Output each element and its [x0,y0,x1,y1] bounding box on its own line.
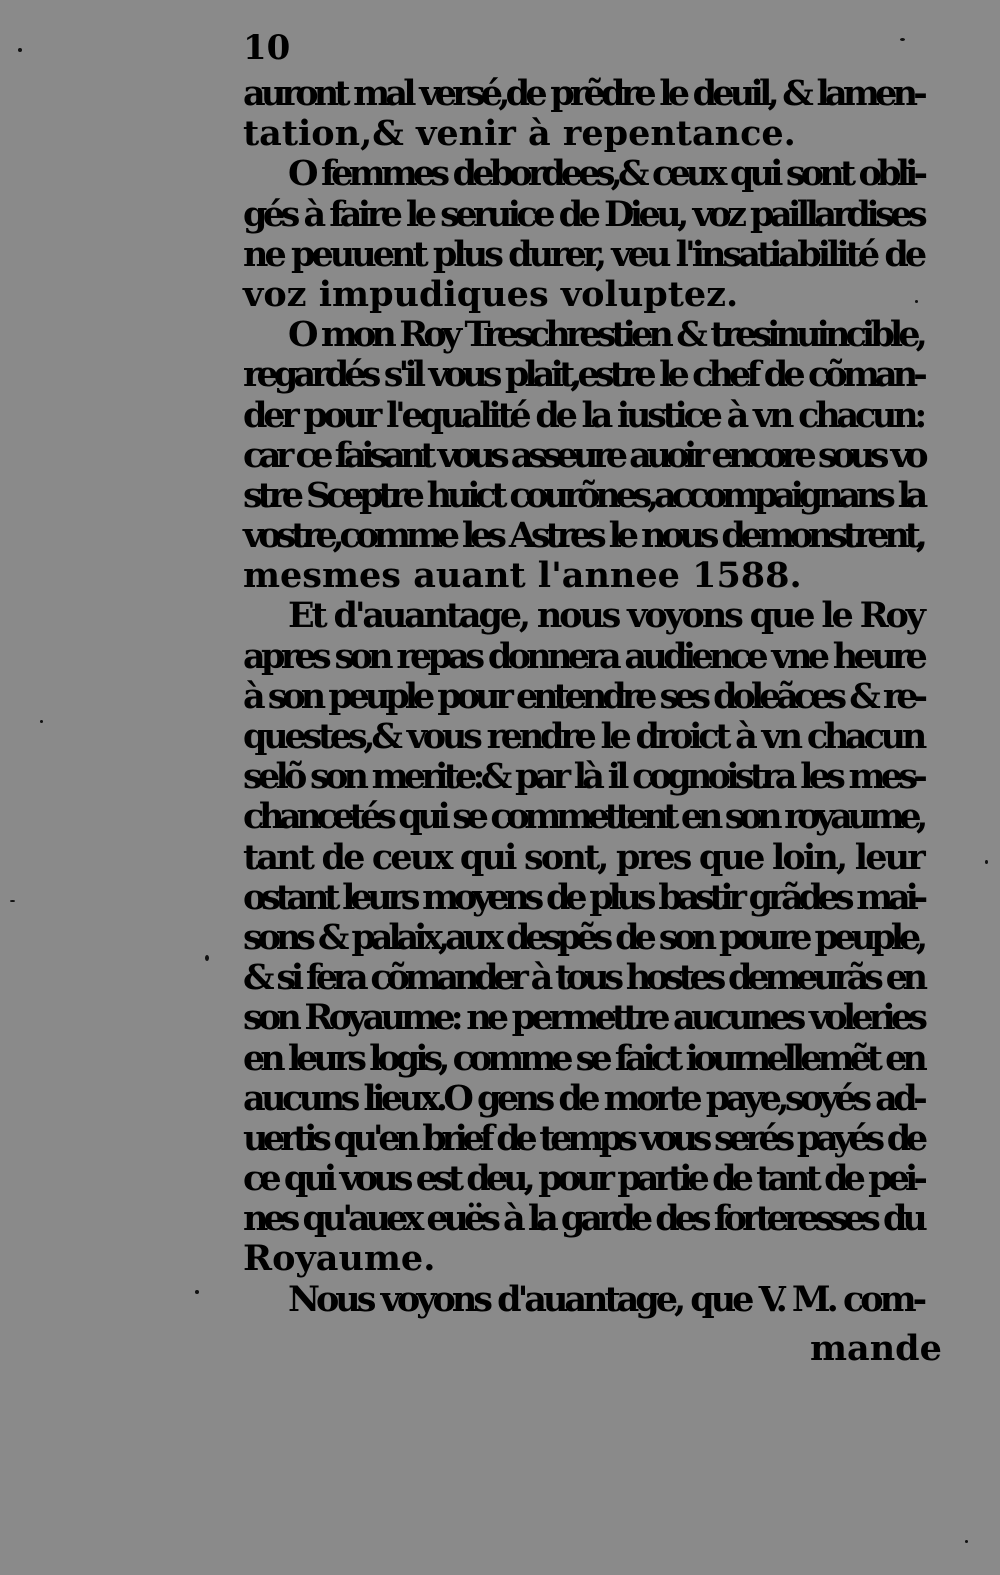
print-speck [18,48,22,52]
text-line: car ce faisant vous asseure auoir encore sous vo [243,434,924,476]
text-line: gés à faire le seruice de Dieu, voz paillardises [243,193,924,235]
catchword: mande [810,1328,942,1369]
text-line: aucuns lieux.O gens de morte paye,soyés ad- [243,1077,924,1119]
text-line: nes qu'auex euës à la garde des forteresses du [243,1198,923,1240]
text-line: Et d'auantage, nous voyons que le Roy [288,595,923,637]
text-line: questes,& vous rendre le droict à vn chacun [243,716,924,757]
print-speck [985,860,988,864]
text-line: ostant leurs moyens de plus bastir grãdes mai- [243,876,923,918]
text-line: regardés s'il vous plait,estre le chef de cõman- [243,354,923,396]
text-line: ce qui vous est deu, pour partie de tant de pei- [243,1158,923,1200]
text-line: O femmes debordees,& ceux qui sont obli- [288,153,924,195]
text-line: Nous voyons d'auantage, que V. M. com- [288,1278,924,1320]
text-line: en leurs logis, comme se faict iournellemẽt en [243,1037,923,1079]
body-text [243,74,923,1320]
print-speck [195,1290,199,1294]
text-line: sons & palaix,aux despẽs de son poure peuple, [243,916,924,958]
text-line: & si fera cõmander à tous hostes demeurãs en [243,957,923,999]
text-line: à son peuple pour entendre ses doleãces & re- [243,675,923,717]
text-line: selõ son merite:& par là il cognoistra les mes- [243,756,924,798]
text-line: vostre,comme les Astres le nous demonstrent, [243,515,923,557]
print-speck [10,900,15,902]
text-line: son Royaume: ne permettre aucunes voleries [243,997,924,1039]
text-line: Royaume. [243,1238,436,1280]
print-speck [915,300,918,303]
print-speck [900,38,905,41]
text-line: stre Sceptre huict courõnes,accompaignans la [243,474,924,516]
print-speck [965,1540,968,1543]
text-line: der pour l'equalité de la iustice à vn chacun: [243,394,923,436]
text-line: uertis qu'en brief de temps vous serés payés de [243,1117,923,1159]
text-line: tation,& venir à repentance. [243,113,796,155]
page-number: 10 [243,28,291,68]
text-line: O mon Roy Treschrestien & tresinuincible, [288,314,923,356]
text-line: chancetés qui se commettent en son royaume, [243,796,924,838]
text-line: apres son repas donnera audience vne heure [243,635,924,677]
text-line: mesmes auant l'annee 1588. [243,555,802,597]
text-line: voz impudiques voluptez. [243,273,739,315]
text-line: tant de ceux qui sont, pres que loin, leur [243,836,923,878]
text-line: auront mal versé,de prẽdre le deuil, & lamen- [243,73,923,114]
print-speck [40,720,43,723]
text-line: ne peuuent plus durer, veu l'insatiabilité de [243,233,924,275]
print-speck [205,955,209,961]
